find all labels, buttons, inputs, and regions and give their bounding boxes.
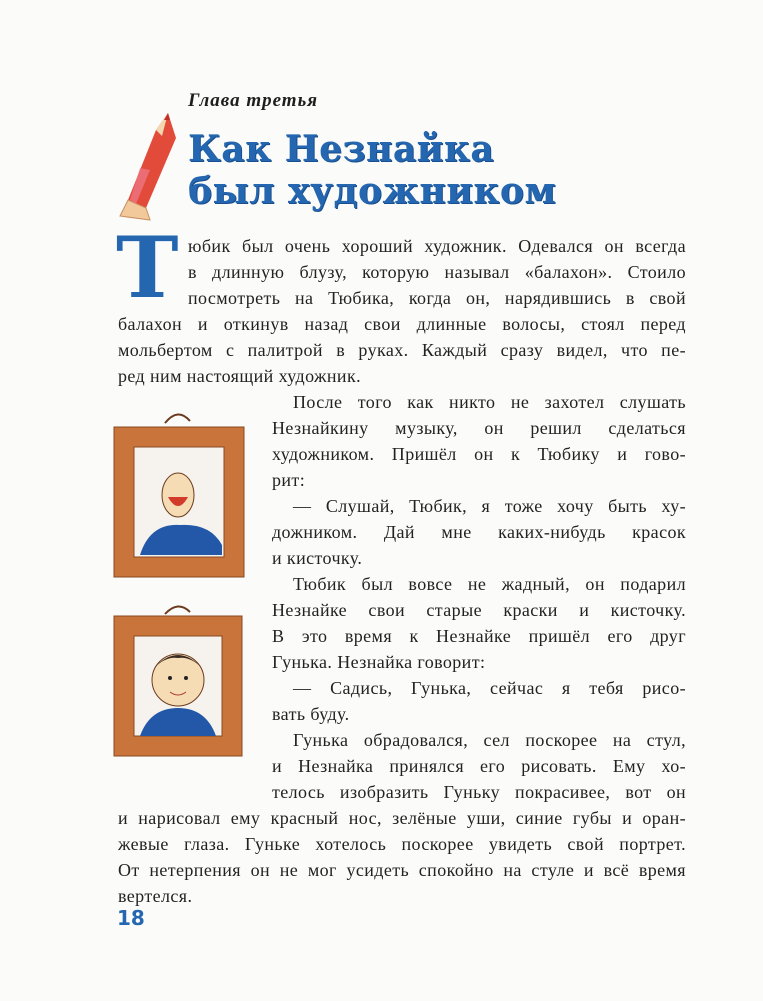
body-text-line: художником. Пришёл он к Тюбику и гово- <box>272 444 686 464</box>
body-text-line: и кисточку. <box>272 548 363 568</box>
body-text-line: мольбертом с палитрой в руках. Каждый сразу видел, что пе- <box>118 340 686 360</box>
body-text-line: жевые глаза. Гуньке хотелось поскорее увидеть свой портрет. <box>118 834 686 854</box>
chapter-title-line-2: был художником <box>188 170 557 212</box>
body-text-line: Гунька обрадовался, сел поскорее на стул, <box>293 730 686 750</box>
chapter-label: Глава третья <box>188 90 319 111</box>
portrait-frame-gunka <box>110 598 250 760</box>
drop-cap: Т <box>116 218 179 317</box>
body-text-line: в длинную блузу, которую называл «балахон». Стоило <box>188 262 686 282</box>
body-text-line: От нетерпения он не мог усидеть спокойно на стуле и всё время <box>118 860 686 880</box>
body-text-line: Незнайке свои старые краски и кисточку. <box>272 600 686 620</box>
body-text-line: телось изобразить Гуньку покрасивее, вот он <box>272 782 686 802</box>
body-text-line: посмотреть на Тюбика, когда он, нарядившись в свой <box>188 288 686 308</box>
body-text-line: юбик был очень хороший художник. Одевался он всегда <box>188 236 686 256</box>
body-text-line: Гунька. Незнайка говорит: <box>272 652 486 672</box>
body-text-line: балахон и откинув назад свои длинные волосы, стоял перед <box>118 314 686 334</box>
body-text-line: После того как никто не захотел слушать <box>293 392 686 412</box>
body-text-line: дожником. Дай мне каких-нибудь красок <box>272 522 686 542</box>
body-text-line: и нарисовал ему красный нос, зелёные уши, синие губы и оран- <box>118 808 686 828</box>
body-text-line: — Садись, Гунька, сейчас я тебя рисо- <box>293 678 686 698</box>
pencil-illustration <box>110 108 185 228</box>
chapter-title-line-1: Как Незнайка <box>188 128 495 170</box>
body-text-line: и Незнайка принялся его рисовать. Ему хо- <box>272 756 686 776</box>
body-text-line: Тюбик был вовсе не жадный, он подарил <box>293 574 686 594</box>
body-text-line: рит: <box>272 470 306 490</box>
portrait-frame-neznayka <box>110 405 250 580</box>
body-text-line: вертелся. <box>118 886 193 906</box>
body-text-line: В это время к Незнайке пришёл его друг <box>272 626 686 646</box>
body-text-line: вать буду. <box>272 704 350 724</box>
body-text-line: ред ним настоящий художник. <box>118 366 362 386</box>
body-text-line: Незнайкину музыку, он решил сделаться <box>272 418 686 438</box>
page-number: 18 <box>117 906 145 930</box>
body-text-line: — Слушай, Тюбик, я тоже хочу быть ху- <box>293 496 686 516</box>
